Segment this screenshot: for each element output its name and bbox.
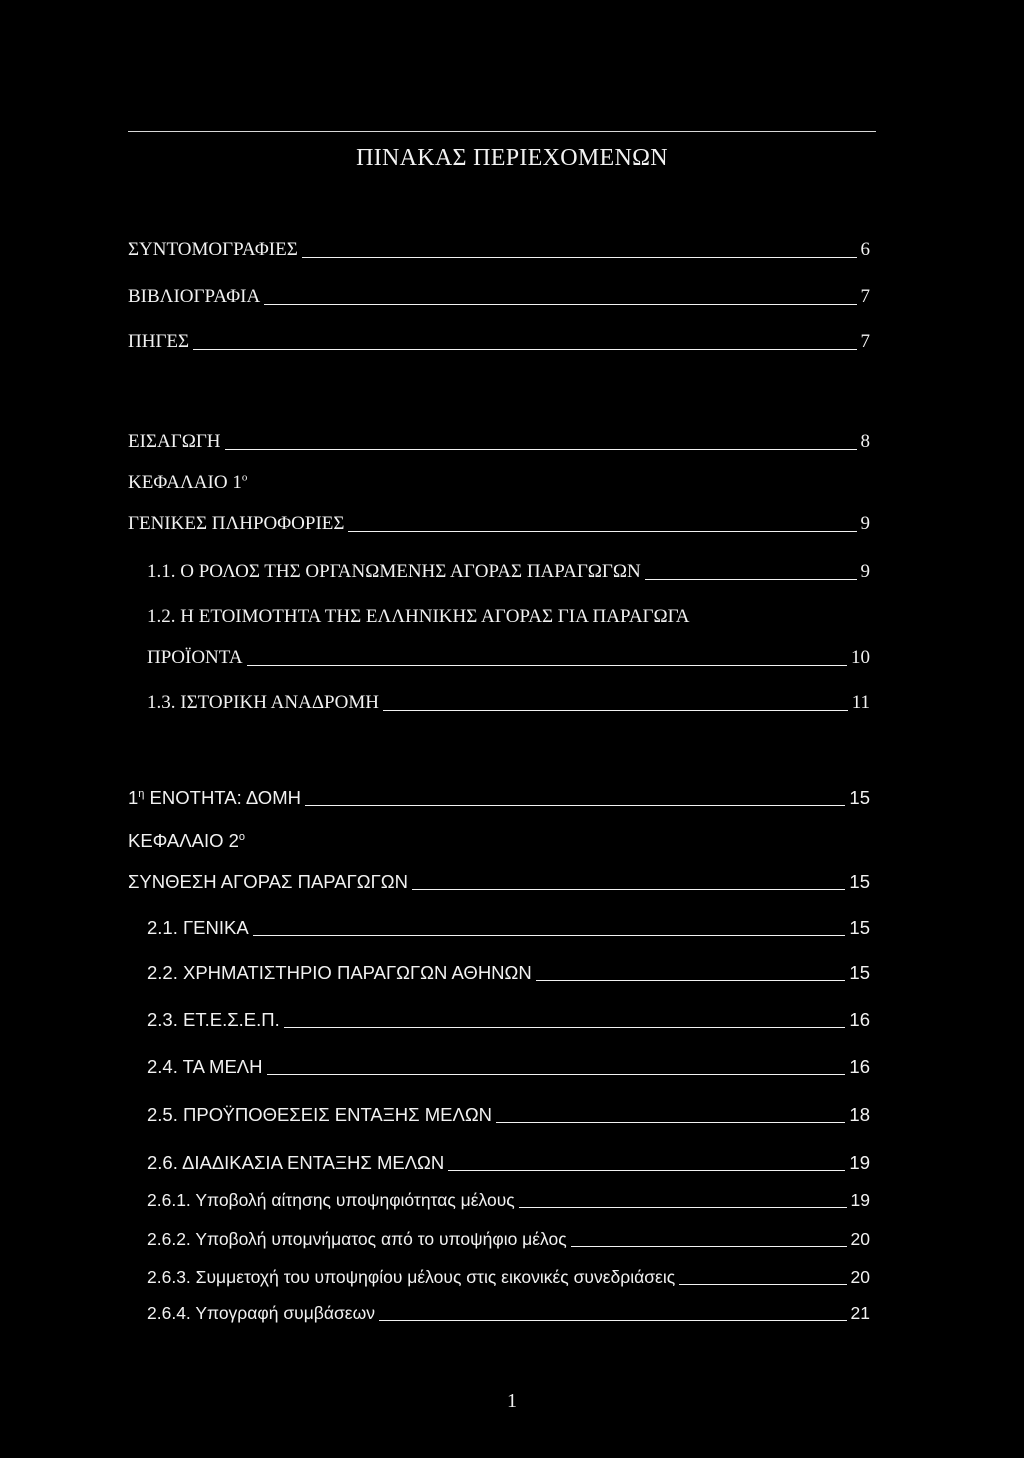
toc-label: 2.6. ΔΙΑΔΙΚΑΣΙΑ ΕΝΤΑΞΗΣ ΜΕΛΩΝ <box>147 1152 445 1173</box>
toc-page: 16 <box>849 1056 870 1077</box>
toc-entry[interactable] <box>147 1152 870 1174</box>
toc-entry[interactable] <box>147 962 870 984</box>
section-superscript: η <box>138 787 145 800</box>
toc-entry[interactable] <box>147 1104 870 1126</box>
toc-entry[interactable] <box>147 561 870 583</box>
toc-label: $1^\eta$ ΕΝΟΤΗΤΑ: ΔΟΜΗ <box>128 787 301 808</box>
toc-label: 2.6.1. Υποβολή αίτησης υποψηφιότητας μέλους <box>147 1190 515 1210</box>
toc-entry[interactable] <box>147 647 870 669</box>
toc-entry[interactable] <box>128 431 870 453</box>
toc-label: ΒΙΒΛΙΟΓΡΑΦΙΑ <box>128 286 261 307</box>
toc-leader <box>536 980 846 981</box>
toc-leader <box>571 1246 847 1247</box>
toc-label: ΕΙΣΑΓΩΓΗ <box>128 431 221 452</box>
toc-leader <box>247 665 847 666</box>
toc-label: 1.1. Ο ΡΟΛΟΣ ΤΗΣ ΟΡΓΑΝΩΜΕΝΗΣ ΑΓΟΡΑΣ ΠΑΡΑΓΩΓΩΝ <box>147 561 641 582</box>
toc-label: ΣΥΝΘΕΣΗ ΑΓΟΡΑΣ ΠΑΡΑΓΩΓΩΝ <box>128 871 408 892</box>
toc-label: 2.3. ΕΤ.Ε.Σ.Ε.Π. <box>147 1009 280 1030</box>
toc-label: 2.2. ΧΡΗΜΑΤΙΣΤΗΡΙΟ ΠΑΡΑΓΩΓΩΝ ΑΘΗΝΩΝ <box>147 962 532 983</box>
toc-page: 7 <box>860 286 870 307</box>
toc-leader <box>519 1207 847 1208</box>
toc-page: 18 <box>849 1104 870 1125</box>
toc-label: 2.4. ΤΑ ΜΕΛΗ <box>147 1056 263 1077</box>
toc-page: 8 <box>860 431 870 452</box>
toc-entry[interactable] <box>147 917 870 939</box>
toc-label: 2.6.4. Υπογραφή συμβάσεων <box>147 1303 375 1323</box>
chapter-superscript: ο <box>238 830 246 843</box>
toc-entry[interactable] <box>128 871 870 893</box>
toc-entry[interactable] <box>128 239 870 261</box>
toc-leader <box>383 710 848 711</box>
toc-entry[interactable] <box>128 331 870 353</box>
toc-label: 1.3. ΙΣΤΟΡΙΚΗ ΑΝΑΔΡΟΜΗ <box>147 692 379 713</box>
chapter-superscript: ο <box>241 471 248 484</box>
toc-label: ΣΥΝΤΟΜΟΓΡΑΦΙΕΣ <box>128 239 298 260</box>
toc-entry[interactable] <box>128 286 870 308</box>
toc-entry[interactable] <box>147 1228 870 1250</box>
toc-page: 19 <box>849 1152 870 1173</box>
toc-leader <box>302 257 857 258</box>
toc-leader <box>193 349 856 350</box>
top-rule <box>128 131 876 132</box>
toc-leader <box>379 1320 847 1321</box>
toc-leader <box>348 531 856 532</box>
toc-entry[interactable] <box>147 1056 870 1078</box>
toc-page: 21 <box>850 1303 870 1323</box>
toc-entry[interactable] <box>128 513 870 535</box>
toc-page: 9 <box>860 513 870 534</box>
toc-leader <box>496 1122 845 1123</box>
toc-label: 2.5. ΠΡΟΫΠΟΘΕΣΕΙΣ ΕΝΤΑΞΗΣ ΜΕΛΩΝ <box>147 1104 493 1125</box>
toc-leader <box>448 1170 845 1171</box>
toc-leader <box>225 449 857 450</box>
toc-label: 2.6.3. Συμμετοχή του υποψηφίου μέλους στις εικονικές συνεδριάσεις <box>147 1267 676 1287</box>
toc-page: 19 <box>850 1190 870 1210</box>
toc-label: 2.1. ΓΕΝΙΚΑ <box>147 917 249 938</box>
toc-leader <box>253 935 846 936</box>
toc-label-wrapped[interactable]: 1.2. Η ΕΤΟΙΜΟΤΗΤΑ ΤΗΣ ΕΛΛΗΝΙΚΗΣ ΑΓΟΡΑΣ ΓΙΑ ΠΑΡΑΓΩΓΑ <box>147 606 690 627</box>
toc-leader <box>679 1284 846 1285</box>
toc-label: ΠΗΓΕΣ <box>128 331 190 352</box>
toc-page: 11 <box>851 692 870 713</box>
toc-page: 7 <box>860 331 870 352</box>
toc-entry[interactable] <box>147 1189 870 1211</box>
page-number: 1 <box>507 1390 517 1412</box>
toc-entry[interactable] <box>147 1302 870 1324</box>
toc-leader <box>264 304 856 305</box>
toc-page: 6 <box>860 239 870 260</box>
chapter-label: ΚΕΦΑΛΑΙΟ 1 <box>128 472 242 493</box>
toc-page: 15 <box>849 787 870 808</box>
toc-page: 20 <box>850 1229 870 1249</box>
toc-entry[interactable] <box>128 787 870 809</box>
chapter-label: ΚΕΦΑΛΑΙΟ 2 <box>128 830 239 851</box>
toc-page: 20 <box>850 1267 870 1287</box>
toc-page: 16 <box>849 1009 870 1030</box>
toc-page: 15 <box>849 871 870 892</box>
toc-leader <box>267 1074 846 1075</box>
toc-leader <box>284 1027 846 1028</box>
toc-entry[interactable] <box>147 1009 870 1031</box>
toc-page: 15 <box>849 962 870 983</box>
toc-leader <box>645 579 857 580</box>
toc-entry[interactable] <box>147 692 870 714</box>
toc-leader <box>412 889 845 890</box>
toc-label: ΠΡΟΪΟΝΤΑ <box>147 647 243 668</box>
chapter-heading <box>128 830 245 852</box>
toc-leader <box>305 805 845 806</box>
toc-page: 9 <box>860 561 870 582</box>
toc-page: 10 <box>851 647 870 668</box>
toc-label: ΓΕΝΙΚΕΣ ΠΛΗΡΟΦΟΡΙΕΣ <box>128 513 345 534</box>
chapter-heading <box>128 472 247 494</box>
toc-label: 2.6.2. Υποβολή υπομνήματος από το υποψήφιο μέλος <box>147 1229 567 1249</box>
page-title: ΠΙΝΑΚΑΣ ΠΕΡΙΕΧΟΜΕΝΩΝ <box>356 145 668 171</box>
toc-entry[interactable] <box>147 1266 870 1288</box>
toc-page: 15 <box>849 917 870 938</box>
